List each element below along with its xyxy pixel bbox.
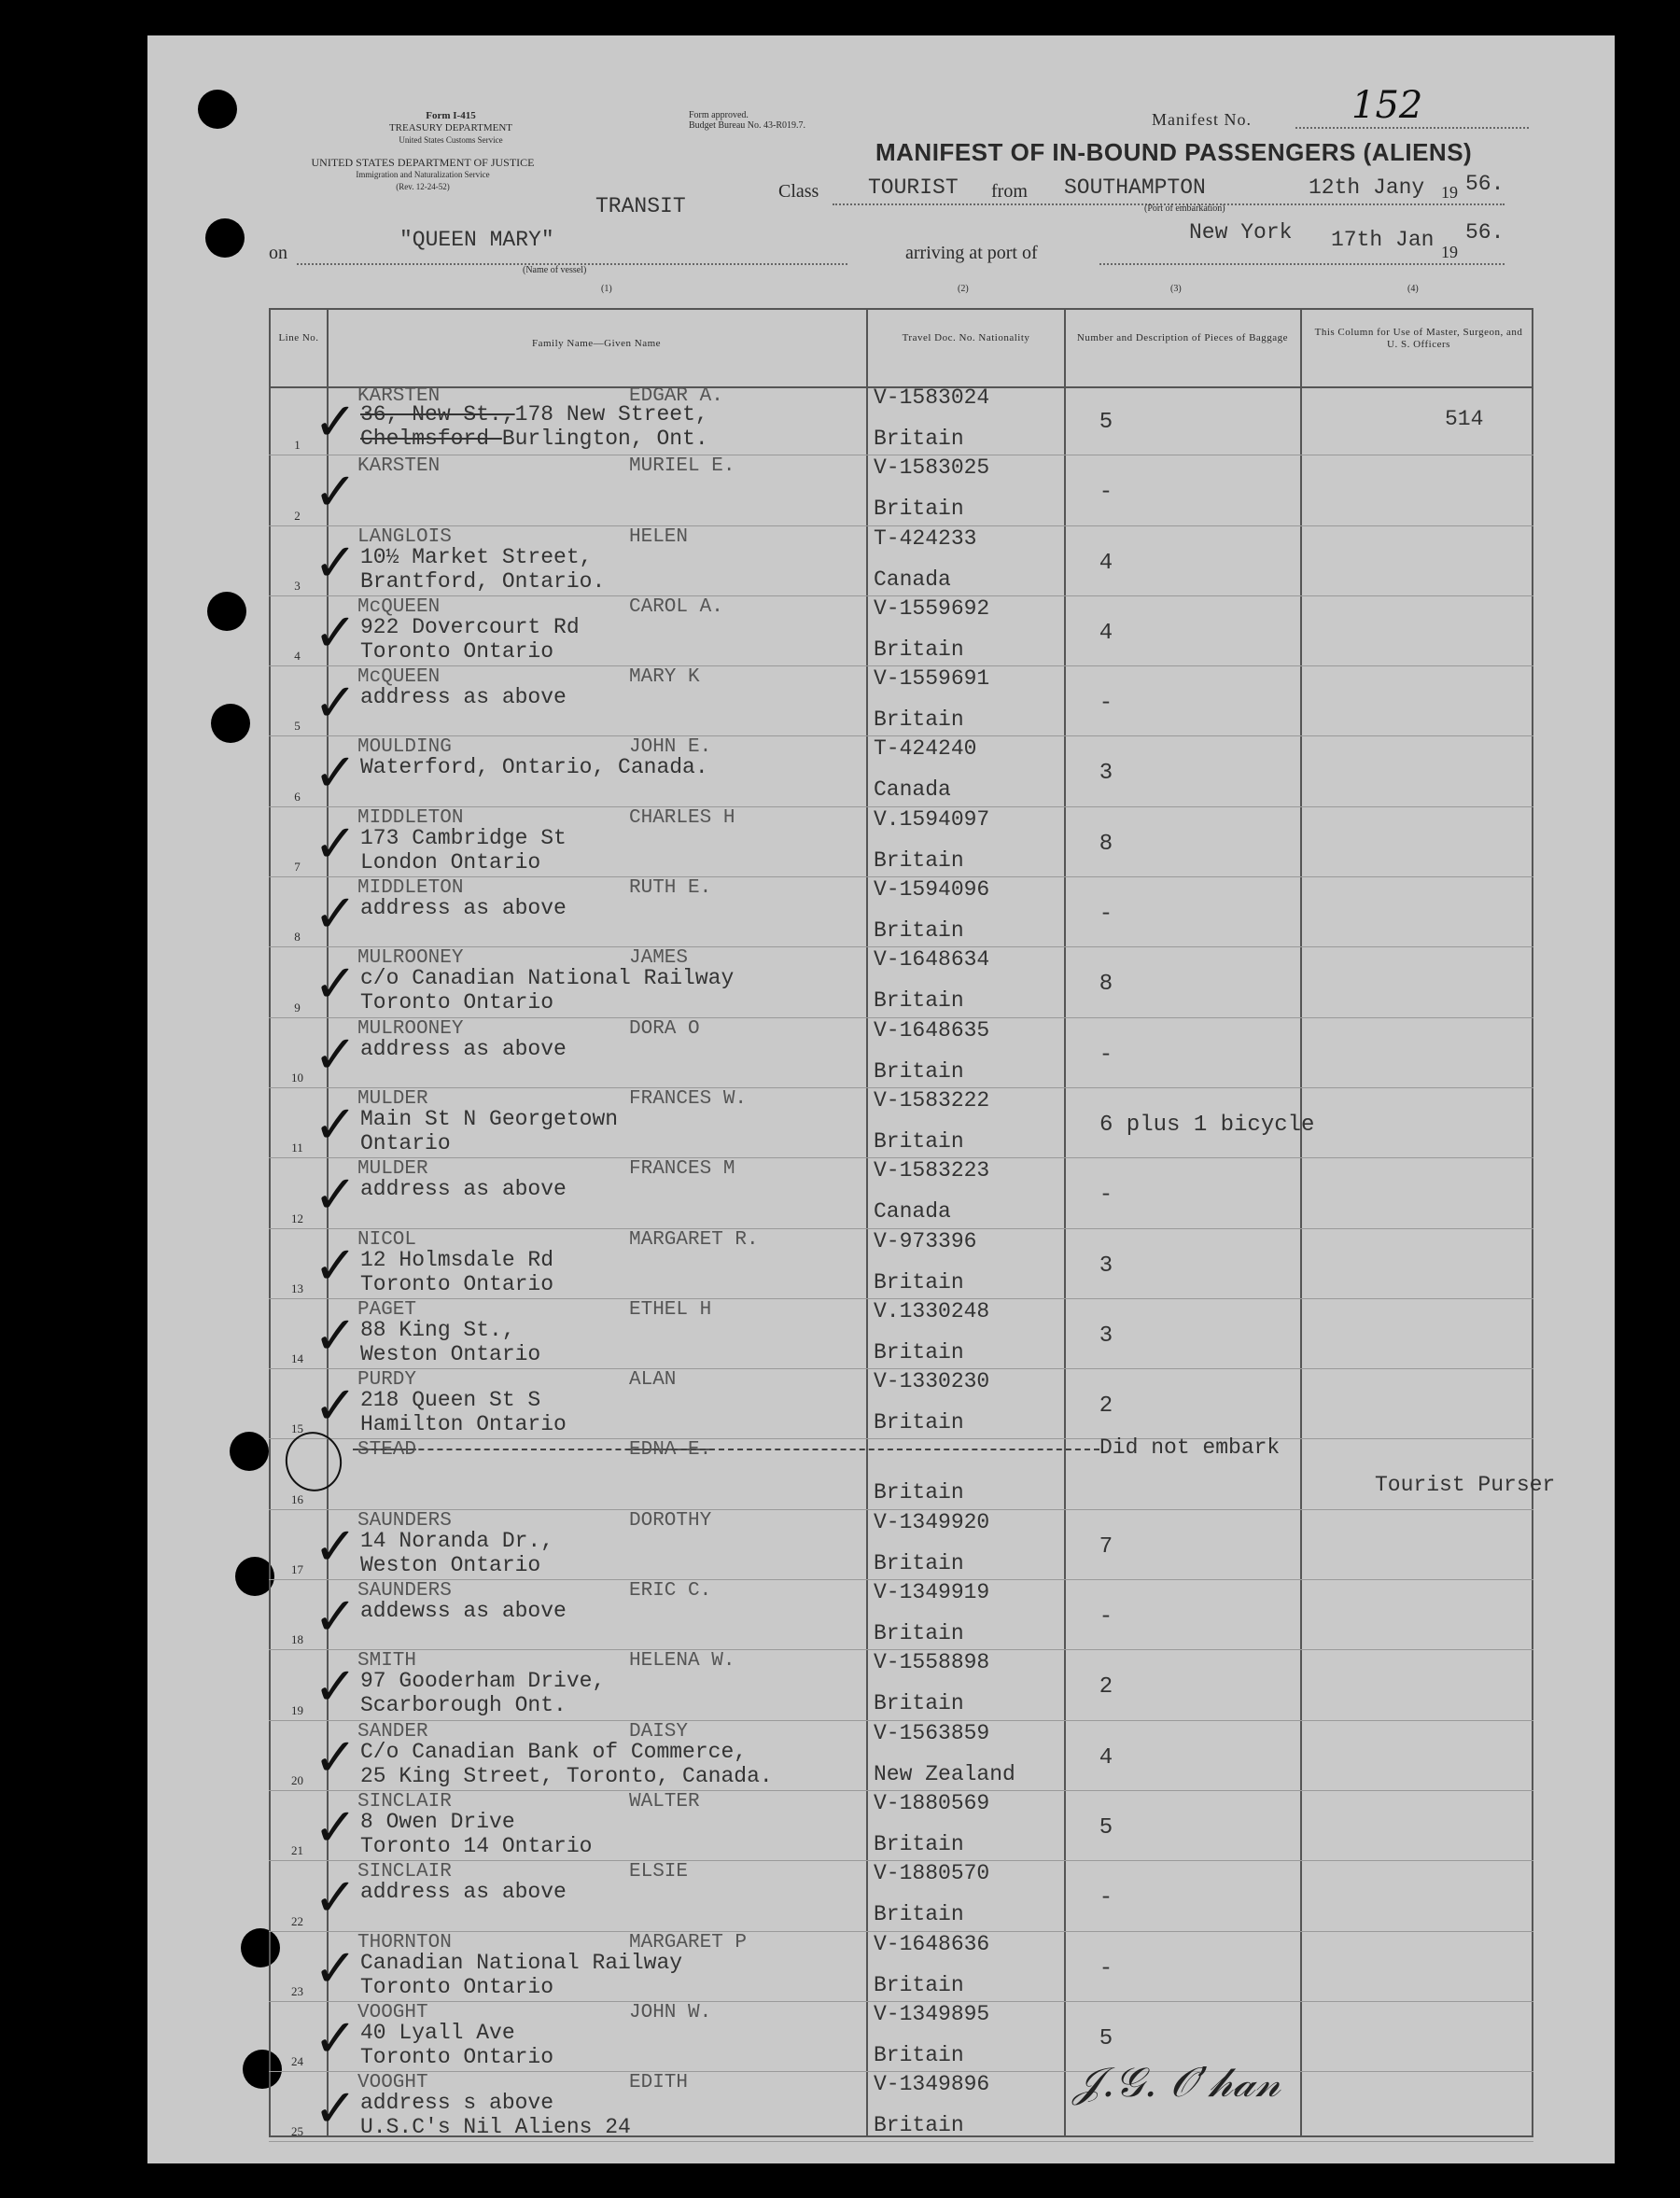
address-line-2 [360, 427, 708, 451]
travel-doc-number: V-1583223 [874, 1158, 990, 1183]
vessel-name: "QUEEN MARY" [399, 228, 554, 252]
given-name: ERIC C. [629, 1580, 712, 1603]
family-name: SINCLAIR [357, 1790, 452, 1813]
nationality: Britain [874, 1058, 964, 1084]
officer-number: 514 [1445, 407, 1484, 431]
line-number: 11 [291, 1141, 303, 1155]
line-number: 10 [291, 1070, 303, 1085]
port-embark-caption: (Port of embarkation) [1144, 203, 1225, 214]
baggage-count: 4 [1099, 550, 1113, 576]
address-line-2: Hamilton Ontario [360, 1412, 567, 1437]
nationality: Britain [874, 2042, 964, 2067]
nationality: Britain [874, 1550, 964, 1575]
address-line-2: Toronto Ontario [360, 1271, 554, 1296]
address-line-1: address as above [360, 896, 567, 921]
punch-hole [207, 592, 246, 631]
table-row [269, 1650, 1533, 1720]
form-approval: Form approved. Budget Bureau No. 43-R019.7. [689, 110, 805, 131]
address-line-2: Toronto Ontario [360, 638, 554, 664]
table-row [269, 1435, 1556, 1509]
line-number: 21 [291, 1843, 303, 1858]
did-not-embark-note: Did not embark [1099, 1435, 1281, 1461]
address-line-1: address as above [360, 1880, 567, 1905]
address-line-1: Canadian National Railway [360, 1950, 683, 1975]
table-row [269, 2072, 1533, 2142]
address-line-2: Weston Ontario [360, 1341, 541, 1366]
given-name: DAISY [629, 1720, 689, 1743]
inspector-signature: 𝒥.𝒢. 𝒪’𝒽𝒶𝓃 [1073, 2059, 1281, 2107]
travel-doc-number: V-1559691 [874, 666, 990, 692]
baggage-count: - [1099, 902, 1113, 928]
vessel-caption: (Name of vessel) [523, 265, 587, 275]
family-name: LANGLOIS [357, 525, 452, 548]
given-name: MURIEL E. [629, 455, 735, 478]
given-name: CHARLES H [629, 806, 735, 829]
nationality: Britain [874, 918, 964, 944]
line-number: 20 [291, 1772, 303, 1787]
baggage-count: 5 [1099, 1814, 1113, 1841]
from-label: from [991, 181, 1028, 202]
travel-doc-number: V-1648636 [874, 1931, 990, 1956]
address-line-1 [360, 402, 708, 427]
check-mark: ✓ [314, 1376, 357, 1437]
address-line-1: 12 Holmsdale Rd [360, 1247, 554, 1272]
line-number: 23 [291, 1983, 303, 1998]
punch-hole [211, 704, 250, 743]
header-name: Family Name—Given Name [531, 338, 662, 349]
check-mark: ✓ [314, 532, 357, 594]
address-line-1: 14 Noranda Dr., [360, 1528, 554, 1553]
address-line-1: address as above [360, 1036, 567, 1061]
line-number: 16 [291, 1491, 303, 1506]
address-line-1: 922 Dovercourt Rd [360, 614, 580, 639]
address-line-1: 218 Queen St S [360, 1388, 541, 1413]
manifest-no-label: Manifest No. [1152, 110, 1252, 129]
class-value: TOURIST [868, 175, 959, 200]
check-mark: ✓ [314, 1165, 357, 1226]
family-name: SANDER [357, 1720, 428, 1743]
baggage-count: - [1099, 1955, 1113, 1981]
depart-date: 12th Jany [1309, 175, 1425, 200]
line-number: 25 [291, 2124, 303, 2139]
check-mark: ✓ [314, 1727, 357, 1788]
travel-doc-number: V-1558898 [874, 1650, 990, 1675]
travel-doc-number: V-1583025 [874, 455, 990, 481]
from-value: SOUTHAMPTON [1064, 175, 1206, 200]
nationality: Britain [874, 1128, 964, 1154]
depart-year: 56. [1465, 172, 1505, 196]
baggage-count: 2 [1099, 1674, 1113, 1701]
nationality: Canada [874, 1199, 951, 1225]
address-line-1: address as above [360, 1177, 567, 1202]
travel-doc-number: V-1583024 [874, 385, 990, 410]
family-name: PAGET [357, 1298, 417, 1321]
punch-hole [230, 1432, 269, 1471]
given-name: ETHEL H [629, 1298, 712, 1321]
address-line-1: Waterford, Ontario, Canada. [360, 755, 708, 780]
given-name: JOHN W. [629, 2001, 712, 2023]
given-name: ALAN [629, 1369, 677, 1392]
check-mark: ✓ [314, 1587, 357, 1648]
line-number: 15 [291, 1421, 303, 1436]
col-num-3: (3) [1170, 284, 1182, 294]
travel-doc-number: V-1583222 [874, 1087, 990, 1113]
table-row [269, 526, 1533, 596]
table-row [269, 2002, 1533, 2072]
baggage-count: - [1099, 1042, 1113, 1068]
travel-doc-number: V-1349896 [874, 2072, 990, 2097]
travel-doc-number: V-1559692 [874, 595, 990, 621]
family-name: SAUNDERS [357, 1509, 452, 1532]
table-row [269, 807, 1533, 877]
check-mark: ✓ [314, 392, 357, 453]
header-line-no: Line No. [278, 332, 319, 343]
travel-doc-number: V-1330230 [874, 1369, 990, 1394]
table-row [269, 1791, 1533, 1861]
address-text: Burlington, Ont. [501, 427, 708, 451]
line-number: 24 [291, 2054, 303, 2069]
arrival-year-prefix: 19 [1441, 243, 1458, 261]
family-name: MOULDING [357, 736, 452, 759]
address-line-1: address as above [360, 685, 567, 710]
address-line-2: Scarborough Ont. [360, 1693, 567, 1718]
address-line-2: Brantford, Ontario. [360, 568, 606, 594]
address-line-2: U.S.C's Nil Aliens 24 [360, 2115, 631, 2140]
line-number: 12 [291, 1211, 303, 1225]
line-number: 19 [291, 1702, 303, 1717]
baggage-count: - [1099, 1183, 1113, 1209]
arrival-line [1099, 263, 1505, 265]
table-row [269, 596, 1533, 666]
baggage-count: 3 [1099, 1323, 1113, 1349]
given-name: EDITH [629, 2072, 689, 2094]
family-name: NICOL [357, 1228, 417, 1251]
travel-doc-number: V-1349920 [874, 1509, 990, 1534]
nationality: Britain [874, 1902, 964, 1927]
check-mark: ✓ [314, 954, 357, 1015]
check-mark: ✓ [314, 1797, 357, 1858]
line-number: 1 [294, 438, 301, 453]
travel-doc-number: V-1563859 [874, 1720, 990, 1745]
arrival-year: 56. [1465, 220, 1505, 245]
table-row [269, 455, 1533, 525]
line-number: 18 [291, 1632, 303, 1647]
arrival-port: New York [1189, 220, 1293, 245]
col-num-2: (2) [958, 284, 969, 294]
family-name: PURDY [357, 1369, 417, 1392]
address-line-1: C/o Canadian Bank of Commerce, [360, 1739, 748, 1764]
struck-address: 36, New St., [360, 402, 515, 427]
nationality: Britain [874, 1691, 964, 1716]
form-number: Form I-415 TREASURY DEPARTMENT United States Customs Service [388, 110, 513, 145]
manifest-no-line [1295, 127, 1529, 129]
table-row [269, 1580, 1533, 1650]
family-name: MULROONEY [357, 947, 464, 970]
family-name: VOOGHT [357, 2072, 428, 2094]
given-name: JAMES [629, 947, 689, 970]
given-name: WALTER [629, 1790, 700, 1813]
family-name: SINCLAIR [357, 1861, 452, 1883]
nationality: Britain [874, 1480, 964, 1505]
col-num-1: (1) [601, 284, 612, 294]
table-row [269, 877, 1533, 947]
address-line-2: Ontario [360, 1130, 451, 1155]
family-name: VOOGHT [357, 2001, 428, 2023]
given-name: CAROL A. [629, 595, 723, 618]
baggage-count: 7 [1099, 1533, 1113, 1560]
nationality: Britain [874, 1269, 964, 1295]
line-number: 3 [294, 578, 301, 593]
baggage-count: 8 [1099, 831, 1113, 857]
table-row [269, 1088, 1533, 1158]
line-number: 22 [291, 1913, 303, 1928]
nationality: Britain [874, 1339, 964, 1365]
line-number: 8 [294, 930, 301, 945]
travel-doc-number: T-424240 [874, 736, 977, 762]
address-line-2: Toronto Ontario [360, 990, 554, 1015]
nationality: Britain [874, 847, 964, 873]
given-name: JOHN E. [629, 736, 712, 759]
family-name: SMITH [357, 1650, 417, 1673]
nationality: Canada [874, 777, 951, 803]
check-mark: ✓ [314, 1516, 357, 1577]
nationality: Britain [874, 2113, 964, 2138]
baggage-count: - [1099, 1885, 1113, 1911]
address-line-2: London Ontario [360, 849, 541, 875]
given-name: FRANCES M [629, 1158, 735, 1181]
table-row [269, 1229, 1533, 1299]
baggage-count: 4 [1099, 1744, 1113, 1771]
nationality: Britain [874, 707, 964, 733]
table-row [269, 1861, 1533, 1931]
address-line-2: Toronto Ontario [360, 1974, 554, 1999]
family-name: McQUEEN [357, 595, 441, 618]
line-number: 5 [294, 719, 301, 734]
address-line-1: 173 Cambridge St [360, 825, 567, 850]
travel-doc-number: V-1349895 [874, 2001, 990, 2026]
table-row [269, 385, 1533, 455]
table-row [269, 666, 1533, 736]
check-mark: ✓ [314, 1305, 357, 1366]
baggage-count: 3 [1099, 761, 1113, 787]
table-row [269, 736, 1533, 806]
address-line-2: Weston Ontario [360, 1552, 541, 1577]
address-text: 178 New Street, [514, 402, 708, 427]
table-row [269, 1932, 1533, 2002]
address-line-1: 40 Lyall Ave [360, 2020, 515, 2045]
given-name: MARGARET R. [629, 1228, 759, 1251]
given-name: EDNA E. [629, 1439, 712, 1462]
check-mark: ✓ [314, 2079, 357, 2140]
travel-doc-number: V-1594096 [874, 877, 990, 903]
table-row [269, 1158, 1533, 1228]
table-row [269, 1018, 1533, 1088]
check-mark: ✓ [314, 2008, 357, 2069]
baggage-count: 3 [1099, 1253, 1113, 1279]
nationality: Britain [874, 1972, 964, 1997]
nationality: Britain [874, 1410, 964, 1435]
baggage-count: - [1099, 691, 1113, 717]
travel-doc-number: V-1648635 [874, 1017, 990, 1043]
address-line-2: 25 King Street, Toronto, Canada. [360, 1763, 773, 1788]
passenger-rows [269, 385, 1556, 2142]
baggage-count: 4 [1099, 620, 1113, 646]
nationality: Britain [874, 497, 964, 522]
struck-address: Chelmsford [360, 427, 502, 451]
check-mark: ✓ [314, 673, 357, 735]
address-line-1: 97 Gooderham Drive, [360, 1669, 606, 1694]
nationality: Britain [874, 1621, 964, 1646]
baggage-count: 2 [1099, 1393, 1113, 1420]
given-name: ELSIE [629, 1861, 689, 1883]
line-number: 7 [294, 860, 301, 875]
address-line-1: c/o Canadian National Railway [360, 966, 735, 991]
check-mark: ✓ [314, 1094, 357, 1155]
travel-doc-number: V-1349919 [874, 1580, 990, 1605]
baggage-count: 6 plus 1 bicycle [1099, 1112, 1315, 1138]
department-block: UNITED STATES DEPARTMENT OF JUSTICE Immigration and Naturalization Service (Rev. 12-24-52) [311, 156, 535, 191]
travel-doc-number: V-1880570 [874, 1861, 990, 1886]
check-mark: ✓ [314, 884, 357, 945]
header-officer: This Column for Use of Master, Surgeon, and U. S. Officers [1314, 327, 1523, 350]
line-number: 4 [294, 649, 301, 664]
arrival-date: 17th Jan [1331, 228, 1435, 252]
punch-hole [198, 90, 237, 129]
check-mark: ✓ [314, 1868, 357, 1929]
family-name: MIDDLETON [357, 877, 464, 900]
check-mark: ✓ [314, 602, 357, 664]
given-name: DOROTHY [629, 1509, 712, 1532]
baggage-count: 5 [1099, 410, 1113, 435]
table-row [269, 1299, 1533, 1369]
address-line-1: 10½ Market Street, [360, 544, 593, 569]
given-name: EDGAR A. [629, 385, 723, 407]
check-mark: ✓ [314, 813, 357, 875]
family-name: MIDDLETON [357, 806, 464, 829]
check-mark: ✓ [314, 1235, 357, 1296]
table-row [269, 947, 1533, 1017]
travel-doc-number: V.1594097 [874, 806, 990, 832]
line-number: 6 [294, 789, 301, 804]
line-number: 13 [291, 1281, 303, 1295]
arriving-label: arriving at port of [905, 243, 1038, 263]
family-name: THORNTON [357, 1931, 452, 1953]
line-number: 17 [291, 1562, 303, 1577]
address-line-2: Toronto 14 Ontario [360, 1833, 593, 1858]
travel-doc-number: V.1330248 [874, 1298, 990, 1323]
manifest-title: MANIFEST OF IN-BOUND PASSENGERS (ALIENS) [875, 138, 1473, 166]
address-line-2: Toronto Ontario [360, 2044, 554, 2069]
line-number: 2 [294, 508, 301, 523]
nationality: New Zealand [874, 1761, 1015, 1786]
travel-doc-number: V-973396 [874, 1228, 977, 1253]
given-name: HELEN [629, 525, 689, 548]
address-line-1: addewss as above [360, 1599, 567, 1624]
nationality: Canada [874, 567, 951, 592]
strike-line [353, 1449, 1099, 1450]
table-row [269, 1510, 1533, 1580]
family-name: MULDER [357, 1087, 428, 1110]
col-num-4: (4) [1407, 284, 1419, 294]
on-label: on [269, 243, 287, 263]
check-mark: ✓ [314, 462, 357, 524]
given-name: RUTH E. [629, 877, 712, 900]
travel-doc-number: V-1880569 [874, 1790, 990, 1815]
header-baggage: Number and Description of Pieces of Baggage [1076, 332, 1289, 343]
table-row [269, 1369, 1533, 1439]
baggage-count: - [1099, 480, 1113, 506]
given-name: MARY K [629, 666, 700, 689]
given-name: DORA O [629, 1017, 700, 1040]
punch-hole [205, 218, 245, 258]
check-mark: ✓ [314, 743, 357, 805]
check-mark: ✓ [314, 1024, 357, 1085]
address-line-1: address s above [360, 2091, 554, 2116]
family-name: STEAD [357, 1439, 417, 1462]
check-mark: ✓ [314, 1657, 357, 1718]
check-mark: ✓ [314, 1938, 357, 1999]
family-name: McQUEEN [357, 666, 441, 689]
nationality: Britain [874, 988, 964, 1014]
line-number: 9 [294, 1000, 301, 1015]
address-line-1: Main St N Georgetown [360, 1106, 619, 1131]
given-name: FRANCES W. [629, 1087, 748, 1110]
family-name: MULROONEY [357, 1017, 464, 1040]
nationality: Britain [874, 427, 964, 451]
header-doc: Travel Doc. No. Nationality [902, 332, 1030, 343]
given-name: HELENA W. [629, 1650, 735, 1673]
tourist-purser-note: Tourist Purser [1375, 1473, 1556, 1498]
nationality: Britain [874, 1831, 964, 1856]
family-name: KARSTEN [357, 385, 441, 407]
manifest-number: 152 [1351, 84, 1423, 127]
baggage-count: 8 [1099, 972, 1113, 998]
address-line-1: 8 Owen Drive [360, 1809, 515, 1834]
family-name: KARSTEN [357, 455, 441, 478]
baggage-count: 5 [1099, 2025, 1113, 2051]
travel-doc-number: T-424233 [874, 525, 977, 551]
transit-label: TRANSIT [595, 194, 686, 218]
baggage-count: - [1099, 1604, 1113, 1631]
family-name: SAUNDERS [357, 1580, 452, 1603]
travel-doc-number: V-1648634 [874, 947, 990, 973]
nationality: Britain [874, 637, 964, 662]
given-name: MARGARET P [629, 1931, 748, 1953]
family-name: MULDER [357, 1158, 428, 1181]
address-line-1: 88 King St., [360, 1317, 515, 1342]
depart-year-prefix: 19 [1441, 183, 1458, 202]
line-number: 14 [291, 1351, 303, 1366]
class-label: Class [778, 181, 819, 202]
table-row [269, 1721, 1533, 1791]
